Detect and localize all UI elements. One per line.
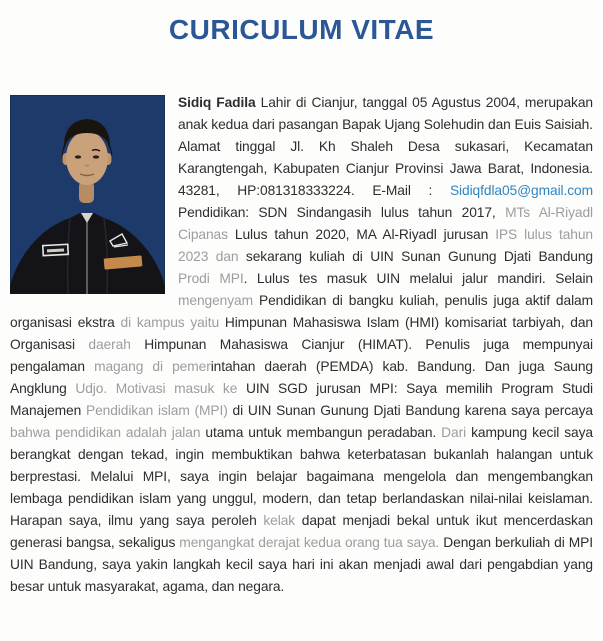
text-segment: Sidiq Fadila — [178, 95, 261, 110]
text-segment: Himpunan Mahasiswa Cianjur (HIMAT). Penulis juga mempunyai pengalaman — [10, 337, 593, 374]
text-segment: dapat menjadi bekal untuk ikut mencerdaskan generasi bangsa, sekaligus — [10, 513, 593, 550]
eye-right — [93, 155, 99, 158]
text-segment: kelak — [263, 513, 302, 528]
text-segment: Lulus tahun 2020, MA Al-Riyadl jurusan — [234, 227, 496, 242]
text-segment: magang di pemer — [94, 359, 211, 374]
text-segment: Pendidikan di bangku kuliah, penulis juga aktif dalam organisasi ekstra — [10, 293, 594, 330]
text-segment: bahwa pendidikan adalah jalan — [10, 425, 206, 440]
text-segment: mengangkat derajat kedua orang tua saya. — [179, 535, 444, 550]
profile-photo-drawing — [10, 95, 165, 294]
face — [66, 131, 108, 185]
profile-photo — [10, 95, 165, 294]
text-segment: daerah — [88, 337, 145, 352]
text-segment: Pendidikan: SDN Sindangasih lulus tahun 2017, — [178, 205, 506, 220]
text-segment: di UIN Sunan Gunung Djati Bandung karena saya percaya — [232, 403, 593, 418]
text-segment: Dengan berkuliah di MPI UIN Bandung, saya yakin langkah kecil saya hari ini akan menjadi awal dari pengabdian yang besar untuk masyarakat, agama, dan negara. — [10, 535, 594, 594]
text-segment: kampung kecil saya berangkat dengan tekad, ingin membuktikan bahwa keterbatasan bukanlah halangan untuk berprestasi. Melalui MPI, saya ingin belajar bagaimana mengelola dan mengembangkan lembaga pendidikan islam yang unggul, modern, dan tetap berlandaskan nilai-nilai keislaman. Harapan saya, ilmu yang saya peroleh — [10, 425, 593, 528]
text-segment: Prodi MPI — [178, 271, 244, 286]
text-segment: IPS lulus tahun 2023 dan — [178, 227, 593, 264]
text-segment: Dari — [441, 425, 472, 440]
text-segment: Udjo. Motivasi masuk ke — [75, 381, 246, 396]
eye-left — [75, 155, 81, 158]
text-segment: di kampus yaitu — [120, 315, 225, 330]
text-segment: Lahir di Cianjur, tanggal 05 Agustus 2004, merupakan anak kedua dari pasangan Bapak Ujang Solehudin dan Euis Saisiah. Alamat tinggal Jl. Kh Shaleh Desa sukasari, Kecamatan Karangtengah, Kabupaten Cianjur Provinsi Jawa Barat, Indonesia. 43281, HP:081318333224. E-Mail : — [178, 95, 593, 198]
cv-page — [0, 14, 603, 598]
text-segment: . Lulus tes masuk UIN melalui jalur mandiri. Selain — [243, 271, 594, 286]
text-segment: Pendidikan islam (MPI) — [85, 403, 233, 418]
text-segment: utama untuk membangun peradaban. — [205, 425, 442, 440]
email-link[interactable]: Sidiqfdla05@gmail.com — [449, 183, 593, 198]
text-segment: intahan daerah (PEMDA) kab. Bandung. Dan juga Saung Angklung — [10, 359, 594, 396]
text-segment: mengenyam — [178, 293, 259, 308]
text-segment: MTs Al-Riyadl Cipanas — [178, 205, 593, 242]
text-segment: UIN SGD jurusan MPI: Saya memilih Program Studi Manajemen — [10, 381, 594, 418]
cv-content — [10, 92, 593, 598]
text-segment: sekarang kuliah di UIN Sunan Gunung Djati Bandung — [245, 249, 594, 264]
text-segment: Himpunan Mahasiswa Islam (HMI) komisariat tarbiyah, dan Organisasi — [10, 315, 593, 352]
page-title: CURICULUM VITAE — [168, 14, 435, 45]
